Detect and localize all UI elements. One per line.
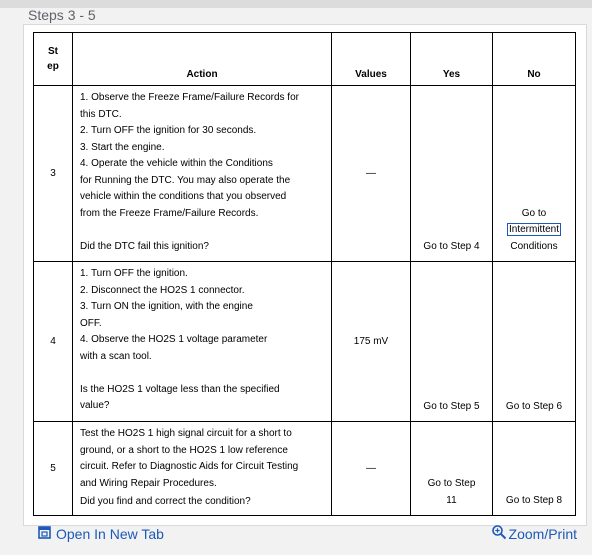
step-header-line1: St	[48, 46, 58, 57]
action-question: value?	[80, 400, 110, 411]
action-line[interactable]: and Wiring Repair Procedures.	[80, 477, 217, 489]
action-line: for Running the DTC. You may also operate the	[80, 174, 291, 186]
value-cell: —	[332, 86, 411, 262]
zoom-print-label[interactable]: Zoom/Print	[508, 525, 577, 542]
column-header-action: Action	[73, 33, 332, 86]
action-cell	[73, 262, 332, 422]
action-cell	[73, 422, 332, 516]
action-line: 1. Observe the Freeze Frame/Failure Records for	[80, 92, 299, 103]
zoom-icon	[491, 524, 507, 543]
action-line: with a scan tool.	[80, 350, 152, 362]
action-question: Is the HO2S 1 voltage less than the specified	[80, 383, 280, 395]
open-in-new-tab-icon	[38, 526, 51, 542]
action-line: 2. Disconnect the HO2S 1 connector.	[80, 284, 245, 296]
intermittent-link[interactable]	[493, 222, 575, 239]
action-line: 1. Turn OFF the ignition.	[80, 268, 188, 279]
table-row	[34, 86, 576, 262]
step-number: 5	[34, 422, 73, 516]
yes-text: 11	[446, 494, 457, 506]
action-line: from the Freeze Frame/Failure Records.	[80, 207, 259, 219]
action-line: vehicle within the conditions that you observed	[80, 191, 287, 202]
no-cell: Go to Step 6	[493, 262, 576, 422]
action-line: 3. Turn ON the ignition, with the engine	[80, 301, 253, 312]
no-text: Conditions	[510, 240, 558, 252]
yes-cell: Go to Step 5	[411, 262, 493, 422]
column-header-yes: Yes	[411, 33, 493, 86]
no-text: Go to	[521, 207, 547, 219]
open-in-new-tab-link[interactable]	[38, 526, 164, 542]
steps-card	[23, 24, 587, 526]
value-cell: —	[332, 422, 411, 516]
action-line: 2. Turn OFF the ignition for 30 seconds.	[80, 125, 257, 136]
step-header-line2: ep	[47, 61, 59, 72]
action-line: ground, or a short to the HO2S 1 low reference	[80, 444, 288, 456]
no-cell: Go to Step 8	[493, 422, 576, 516]
action-line: 4. Observe the HO2S 1 voltage parameter	[80, 334, 268, 345]
diagnostic-steps-table	[33, 32, 576, 516]
step-number: 3	[34, 86, 73, 262]
step-number: 4	[34, 262, 73, 422]
action-line: OFF.	[80, 317, 102, 329]
yes-cell: Go to Step 4	[411, 86, 493, 262]
table-row	[34, 422, 576, 516]
yes-cell	[411, 422, 493, 516]
action-line: this DTC.	[80, 108, 122, 120]
action-line	[80, 459, 324, 476]
value-cell: 175 mV	[332, 262, 411, 422]
diagnostic-aids-link[interactable]: Diagnostic Aids for Circuit Testing	[150, 461, 299, 472]
zoom-print-link[interactable]	[491, 524, 577, 543]
column-header-step	[34, 33, 73, 86]
table-header-row	[34, 33, 576, 86]
action-question: Did the DTC fail this ignition?	[80, 240, 209, 252]
action-line: 3. Start the engine.	[80, 141, 165, 153]
table-row	[34, 262, 576, 422]
yes-text: Go to Step	[427, 478, 476, 489]
action-line: 4. Operate the vehicle within the Conditions	[80, 158, 273, 169]
section-title: Steps 3 - 5	[28, 7, 96, 23]
action-line: Test the HO2S 1 high signal circuit for a short to	[80, 428, 292, 439]
action-cell	[73, 86, 332, 262]
action-text: circuit. Refer to	[80, 461, 148, 472]
intermittent-link-label[interactable]: Intermittent	[508, 224, 560, 235]
no-cell	[493, 86, 576, 262]
action-question: Did you find and correct the condition?	[80, 496, 251, 507]
column-header-no: No	[493, 33, 576, 86]
column-header-values: Values	[332, 33, 411, 86]
open-in-new-tab-label[interactable]: Open In New Tab	[56, 526, 164, 542]
